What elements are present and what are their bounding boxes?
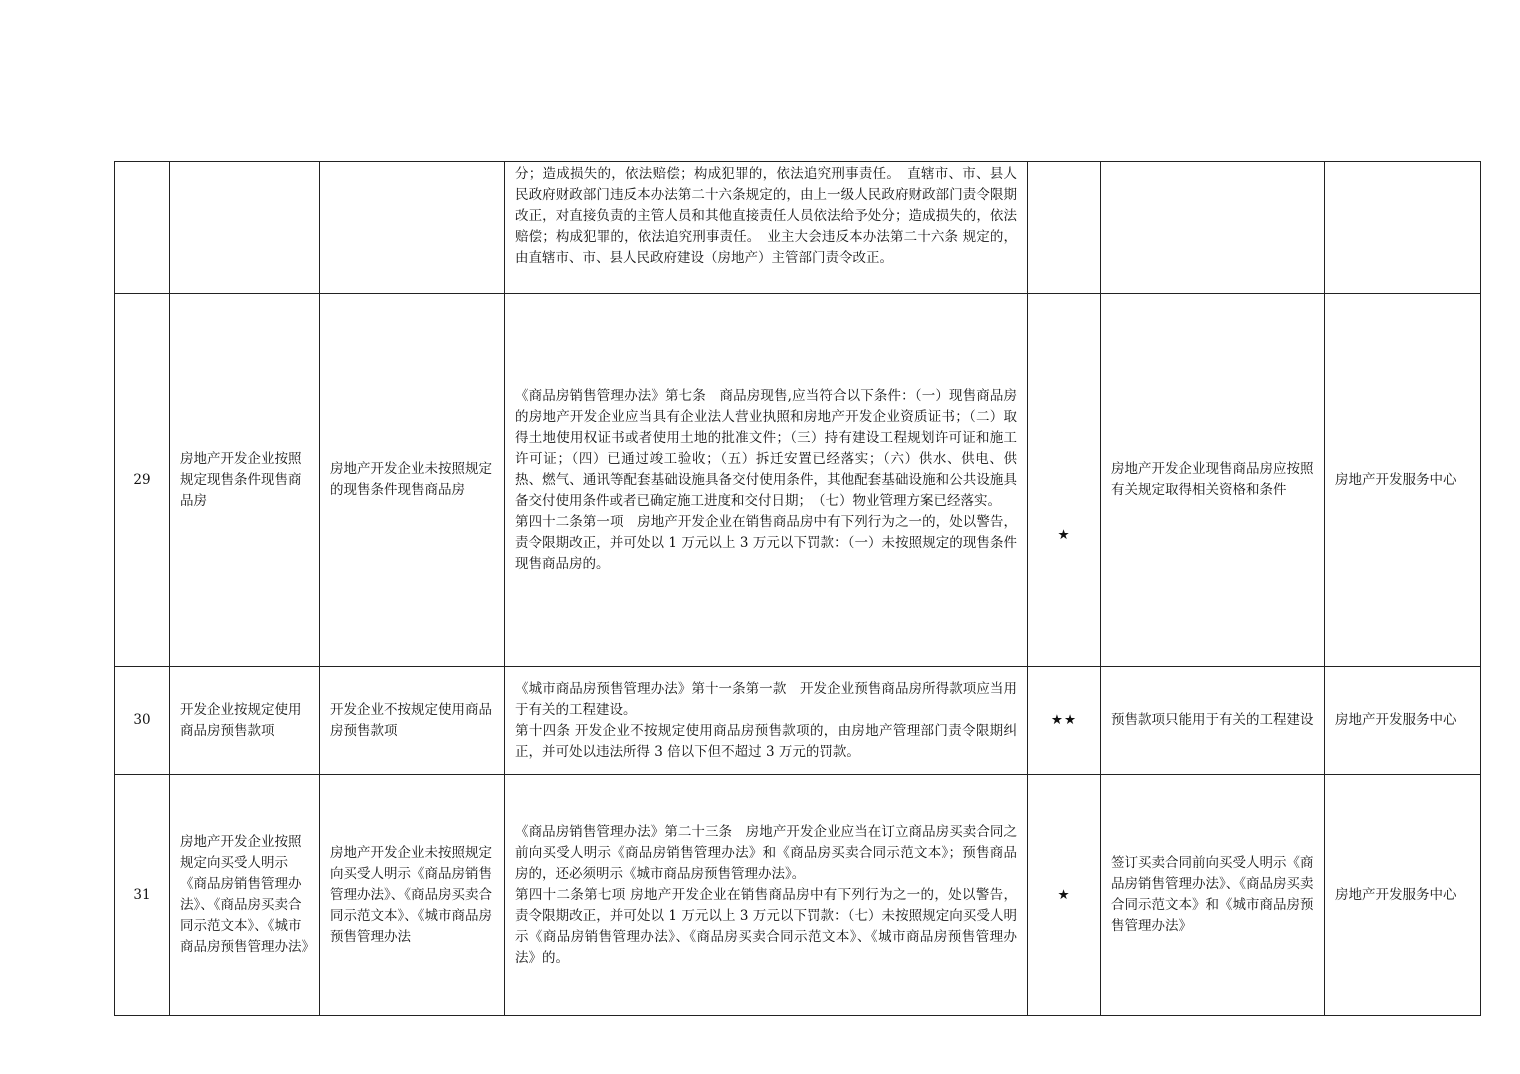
table-row <box>115 775 1481 1016</box>
risk-level: ★★ <box>1028 667 1101 775</box>
table-row <box>115 667 1481 775</box>
legal-basis-paragraph: 第四十二条第一项 房地产开发企业在销售商品房中有下列行为之一的，处以警告，责令限期改正，并可处以 1 万元以上 3 万元以下罚款：（一）未按照规定的现售条件现售商品房的。 <box>515 513 1017 572</box>
inspection-item: 房地产开发企业按照规定向买受人明示《商品房销售管理办法》、《商品房买卖合同示范文本》、《城市商品房预售管理办法》 <box>170 775 320 1016</box>
violation-description: 房地产开发企业未按照规定向买受人明示《商品房销售管理办法》、《商品房买卖合同示范文本》、《城市商品房预售管理办法 <box>320 775 505 1016</box>
inspection-item <box>170 162 320 294</box>
requirement: 签订买卖合同前向买受人明示《商品房销售管理办法》、《商品房买卖合同示范文本》和《城市商品房预售管理办法》 <box>1101 775 1325 1016</box>
requirement: 房地产开发企业现售商品房应按照有关规定取得相关资格和条件 <box>1101 294 1325 667</box>
row-number <box>115 162 170 294</box>
responsible-department <box>1325 162 1481 294</box>
risk-level: ★ <box>1028 775 1101 1016</box>
legal-basis <box>505 294 1028 667</box>
violation-description: 房地产开发企业未按照规定的现售条件现售商品房 <box>320 294 505 667</box>
violation-description <box>320 162 505 294</box>
risk-level: ★ <box>1028 294 1101 667</box>
requirement <box>1101 162 1325 294</box>
legal-basis-paragraph: 第十四条 开发企业不按规定使用商品房预售款项的，由房地产管理部门责令限期纠正，并可处以违法所得 3 倍以下但不超过 3 万元的罚款。 <box>515 722 1017 760</box>
legal-basis-paragraph: 《商品房销售管理办法》第二十三条 房地产开发企业应当在订立商品房买卖合同之前向买受人明示《商品房销售管理办法》和《商品房买卖合同示范文本》；预售商品房的，还必须明示《城市商品房预售管理办法》。 <box>515 823 1017 882</box>
inspection-item: 开发企业按规定使用商品房预售款项 <box>170 667 320 775</box>
legal-basis-paragraph: 分；造成损失的，依法赔偿；构成犯罪的，依法追究刑事责任。 直辖市、市、县人民政府财政部门违反本办法第二十六条规定的，由上一级人民政府财政部门责令限期改正，对直接负责的主管人员和其他直接责任人员依法给予处分；造成损失的，依法赔偿；构成犯罪的，依法追究刑事责任。 业主大会违反本办法第二十六条 规定的，由直辖市、市、县人民政府建设（房地产）主管部门责令改正。 <box>515 166 1017 266</box>
legal-basis-paragraph: 《商品房销售管理办法》第七条 商品房现售,应当符合以下条件：（一）现售商品房的房地产开发企业应当具有企业法人营业执照和房地产开发企业资质证书；（二）取得土地使用权证书或者使用土地的批准文件；（三）持有建设工程规划许可证和施工许可证；（四）已通过竣工验收；（五）拆迁安置已经落实；（六）供水、供电、供热、燃气、通讯等配套基础设施具备交付使用条件，其他配套基础设施和公共设施具备交付使用条件或者已确定施工进度和交付日期； （七）物业管理方案已经落实。 <box>515 387 1017 509</box>
requirement: 预售款项只能用于有关的工程建设 <box>1101 667 1325 775</box>
row-number: 29 <box>115 294 170 667</box>
inspection-item: 房地产开发企业按照规定现售条件现售商品房 <box>170 294 320 667</box>
table-row <box>115 294 1481 667</box>
table-row <box>115 162 1481 294</box>
risk-level <box>1028 162 1101 294</box>
legal-basis-paragraph: 《城市商品房预售管理办法》第十一条第一款 开发企业预售商品房所得款项应当用于有关的工程建设。 <box>515 680 1017 718</box>
responsible-department: 房地产开发服务中心 <box>1325 775 1481 1016</box>
row-number: 30 <box>115 667 170 775</box>
legal-basis <box>505 667 1028 775</box>
responsible-department: 房地产开发服务中心 <box>1325 294 1481 667</box>
responsible-department: 房地产开发服务中心 <box>1325 667 1481 775</box>
regulation-table <box>114 161 1481 1016</box>
legal-basis <box>505 775 1028 1016</box>
violation-description: 开发企业不按规定使用商品房预售款项 <box>320 667 505 775</box>
legal-basis-paragraph: 第四十二条第七项 房地产开发企业在销售商品房中有下列行为之一的，处以警告，责令限期改正，并可处以 1 万元以上 3 万元以下罚款：（七）未按照规定向买受人明示《商品房销售管理办法》、《商品房买卖合同示范文本》、《城市商品房预售管理办法》的。 <box>515 886 1017 966</box>
row-number: 31 <box>115 775 170 1016</box>
legal-basis <box>505 162 1028 294</box>
